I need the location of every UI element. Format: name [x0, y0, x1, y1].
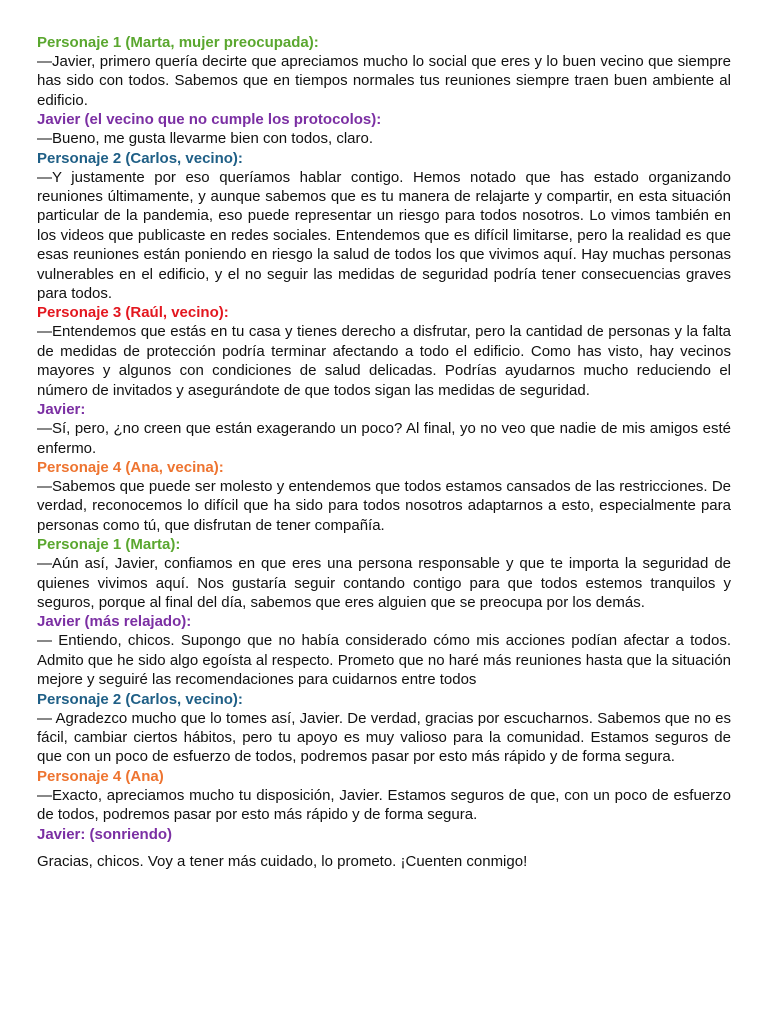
speaker-label: Personaje 3 (Raúl, vecino):: [37, 304, 229, 322]
dialogue-line: —Sabemos que puede ser molesto y entendemos que todos estamos cansados de las restricciones. De verdad, reconocemos lo difícil que ha sido para todos nosotros adaptarnos a esto, especialmente para personas como tú, que disfrutan de tener compañía.: [37, 477, 731, 534]
document-page: [37, 33, 731, 871]
dialogue-line: — Agradezco mucho que lo tomes así, Javier. De verdad, gracias por escucharnos. Sabemos que no es fácil, cambiar ciertos hábitos, pero tu apoyo es muy valioso para la comunidad. Estamos seguros de que con un poco de esfuerzo de todos, podremos pasar por esto más rápido y de forma segura.: [37, 709, 731, 766]
dialogue-line: —Aún así, Javier, confiamos en que eres una persona responsable y que te importa la seguridad de quienes vivimos aquí. Nos gustaría seguir contando contigo para que todos estemos tranquilos y seguros, porque al final del día, sabemos que eres alguien que se preocupa por los demás.: [37, 555, 731, 611]
dialogue-block-10: [37, 767, 731, 825]
dialogue-line: Gracias, chicos. Voy a tener más cuidado, lo prometo. ¡Cuenten conmigo!: [37, 852, 528, 870]
speaker-label: Personaje 4 (Ana): [37, 767, 164, 785]
dialogue-block-9: [37, 690, 731, 767]
dialogue-line: —Exacto, apreciamos mucho tu disposición, Javier. Estamos seguros de que, con un poco de esfuerzo de todos, podremos pasar por esto más rápido y de forma segura.: [37, 786, 731, 824]
dialogue-block-5: [37, 400, 731, 458]
dialogue-block-11: [37, 825, 731, 871]
speaker-label: Personaje 2 (Carlos, vecino):: [37, 149, 243, 167]
dialogue-line: —Entendemos que estás en tu casa y tienes derecho a disfrutar, pero la cantidad de personas y la falta de medidas de protección podría terminar afectando a todo el edificio. Como has visto, hay vecinos mayores y algunos con condiciones de salud delicadas. Podrías ayudarnos mucho reduciendo el número de invitados y asegurándote de que todos sigan las medidas de seguridad.: [37, 323, 731, 399]
speaker-label: Personaje 2 (Carlos, vecino):: [37, 690, 243, 708]
speaker-label: Javier (el vecino que no cumple los protocolos):: [37, 111, 382, 129]
dialogue-block-6: [37, 458, 731, 535]
speaker-label: Personaje 4 (Ana, vecina):: [37, 458, 224, 476]
dialogue-block-7: [37, 535, 731, 612]
speaker-label: Personaje 1 (Marta, mujer preocupada):: [37, 34, 319, 51]
speaker-label: Javier (más relajado):: [37, 613, 192, 631]
speaker-label: Javier: (sonriendo): [37, 825, 173, 843]
dialogue-line: —Bueno, me gusta llevarme bien con todos, claro.: [37, 130, 374, 148]
dialogue-line: —Y justamente por eso queríamos hablar contigo. Hemos notado que has estado organizando reuniones últimamente, y aunque sabemos que es tu manera de relajarte y compartir, en esta situación particular de la pandemia, eso puede representar un riesgo para todos nosotros. Lo vimos también en los videos que publicaste en redes sociales. Entendemos que es difícil limitarse, pero la realidad es que esas reuniones están poniendo en riesgo la salud de todos los que vivimos aquí. Hay muchas personas vulnerables en el edificio, y el no seguir las medidas de seguridad podría tener consecuencias graves para todos.: [37, 168, 731, 303]
dialogue-block-4: [37, 303, 731, 400]
dialogue-line: —Sí, pero, ¿no creen que están exagerando un poco? Al final, yo no veo que nadie de mis amigos esté enfermo.: [37, 420, 731, 457]
dialogue-line: —Javier, primero quería decirte que apreciamos mucho lo social que eres y lo buen vecino que siempre has sido con todos. Sabemos que en tiempos normales tus reuniones siempre traen buen ambiente al edificio.: [37, 53, 731, 109]
dialogue-block-2: [37, 110, 731, 148]
speaker-label: Personaje 1 (Marta):: [37, 536, 181, 554]
dialogue-block-1: [37, 33, 731, 110]
dialogue-block-8: [37, 612, 731, 689]
dialogue-line: — Entiendo, chicos. Supongo que no había considerado cómo mis acciones podían afectar a todos. Admito que he sido algo egoísta al respecto. Prometo que no haré más reuniones hasta que la situación mejore y seguiré las recomendaciones para cuidarnos entre todos: [37, 632, 731, 689]
speaker-label: Javier:: [37, 401, 86, 419]
dialogue-block-3: [37, 149, 731, 304]
